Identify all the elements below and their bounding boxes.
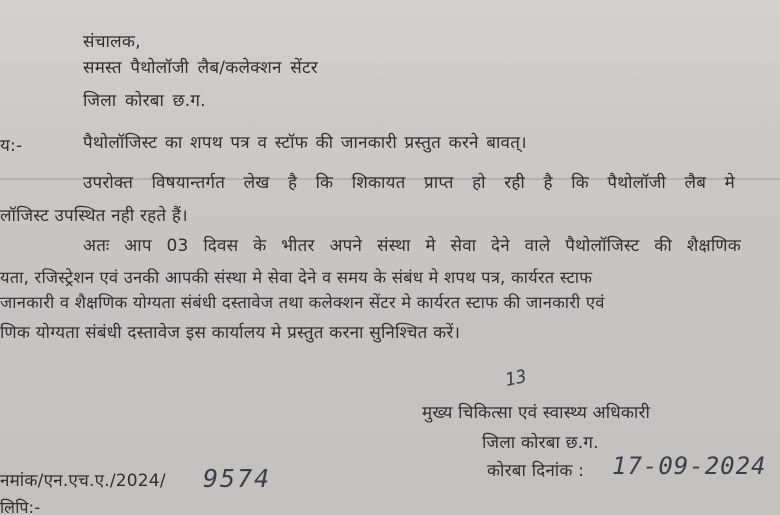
reference-prefix: नमांक/एन.एच.ए./2024/ [0,471,166,491]
body-para2-line3: जानकारी व शैक्षणिक योग्यता संबंधी दस्तावेज तथा कलेक्शन सेंटर मे कार्यरत स्टाफ की जानकारी एवं [0,293,605,312]
copy-label: लिपि:- [0,498,41,515]
body-para2-line1: अतः आप 03 दिवस के भीतर अपने संस्था मे सेवा देने वाले पैथोलॉजिस्ट की शैक्षणिक [83,236,741,256]
handwritten-mark: 13 [503,365,529,392]
addressee-line-3: जिला कोरबा छ.ग. [83,91,206,111]
date-value: 17-09-2024 [612,452,767,480]
body-para1-line1: उपरोक्त विषयान्तर्गत लेख है कि शिकायत प्राप्त हो रही है कि पैथोलॉजी लैब मे [83,173,735,193]
date-label: कोरबा दिनांक : [487,461,585,481]
reference-number: 9574 [203,464,272,493]
body-para1-line2: लॉजिस्ट उपस्थित नही रहते हैं। [0,206,188,226]
body-para2-line2: यता, रजिस्ट्रेशन एवं उनकी आपकी संस्था मे सेवा देने व समय के संबंध मे शपथ पत्र, कार्यरत स्टाफ [0,268,593,287]
addressee-line-2: समस्त पैथोलॉजी लैब/कलेक्शन सेंटर [83,58,318,78]
subject-text: पैथोलॉजिस्ट का शपथ पत्र व स्टॉफ की जानकारी प्रस्तुत करने बावत्। [83,133,527,153]
signature-district: जिला कोरबा छ.ग. [482,433,599,453]
body-para2-line4: णिक योग्यता संबंधी दस्तावेज इस कार्यालय मे प्रस्तुत करना सुनिश्चित करें। [0,323,461,343]
signature-title: मुख्य चिकित्सा एवं स्वास्थ्य अधिकारी [422,403,651,423]
addressee-line-1: संचालक, [83,32,141,52]
subject-label: य:- [0,136,23,156]
